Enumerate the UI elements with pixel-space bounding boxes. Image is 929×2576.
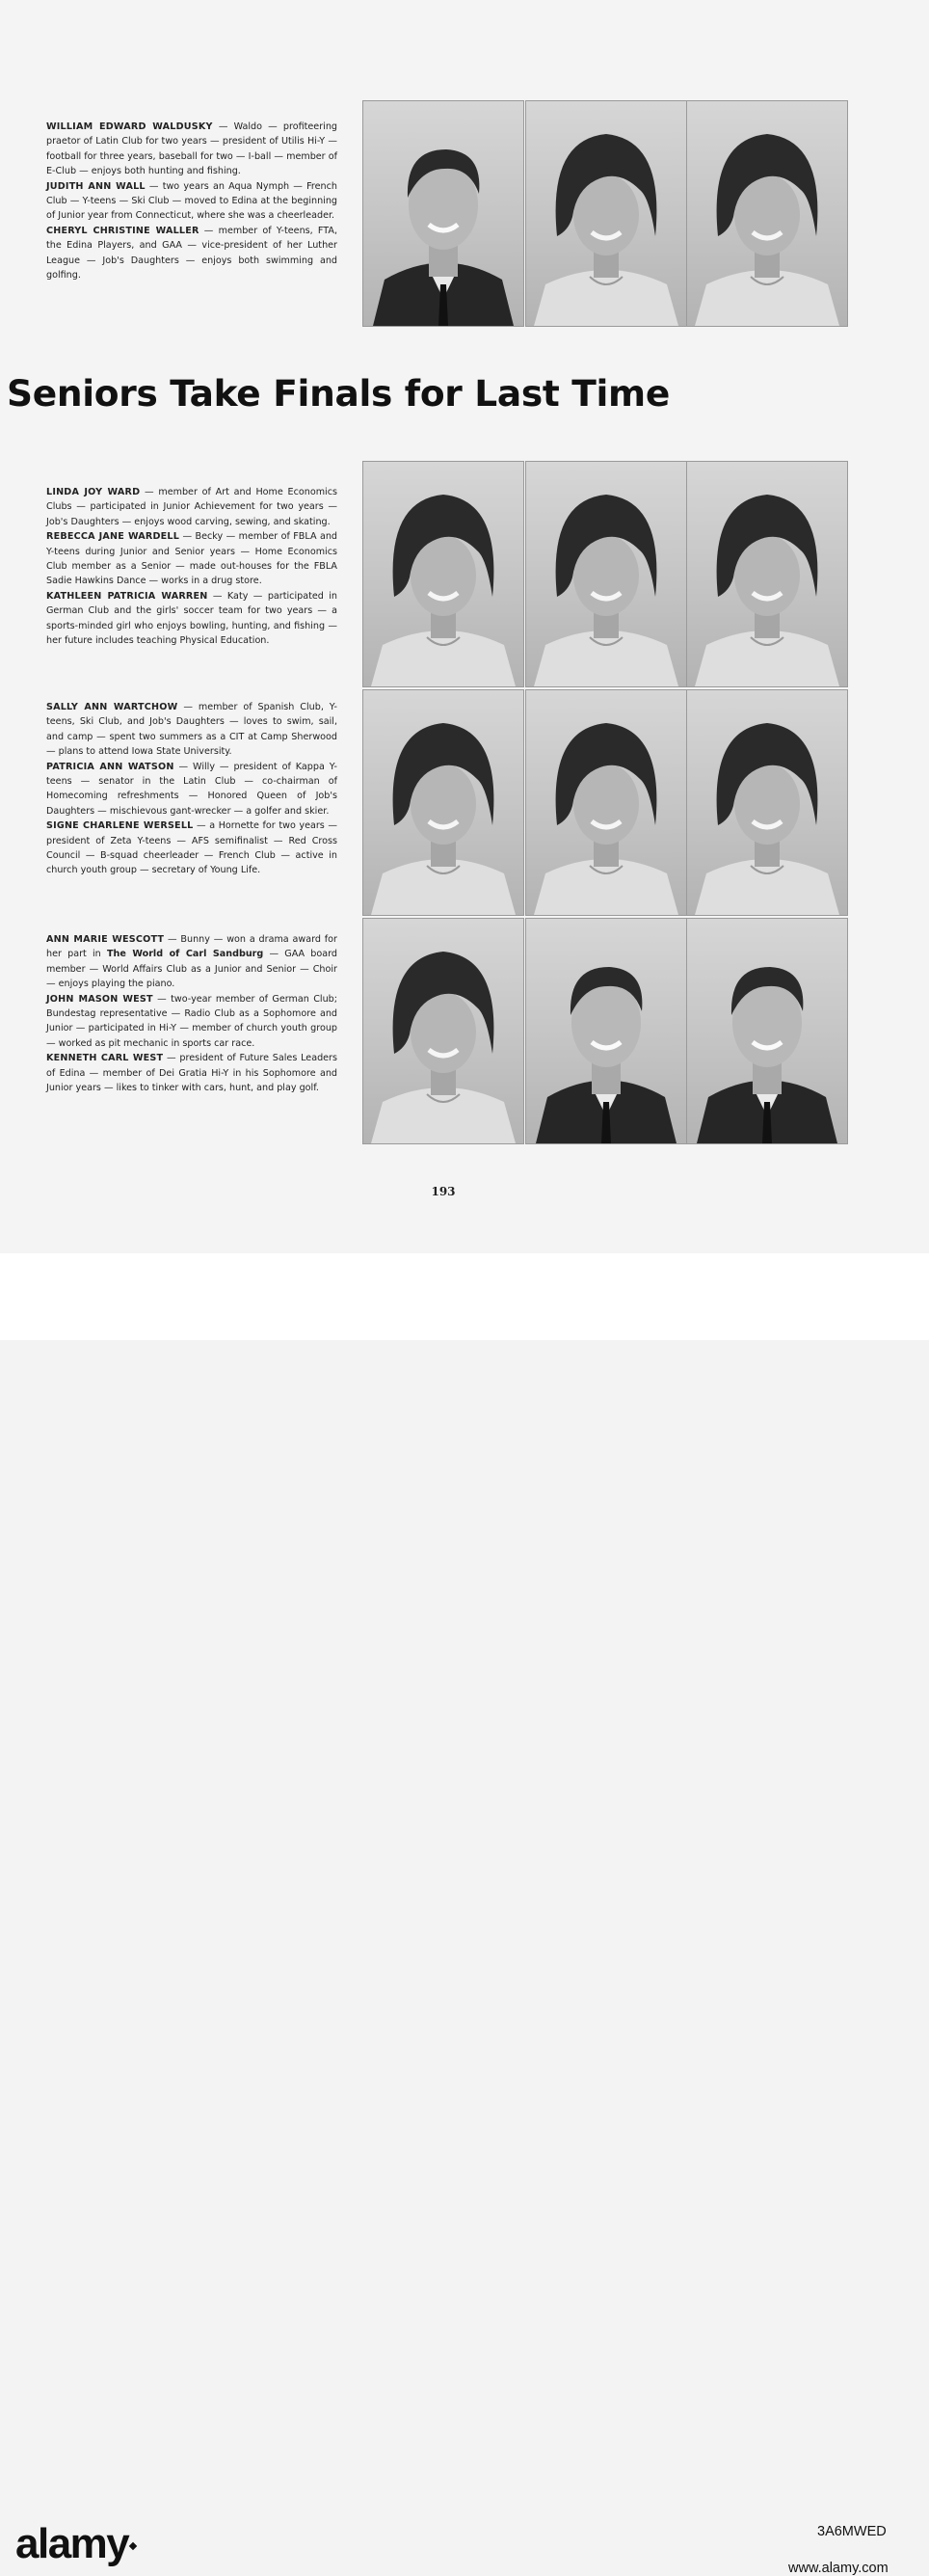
bio-group-4	[46, 932, 337, 1095]
bio-group-3	[46, 700, 337, 878]
photo-waldusky	[362, 100, 524, 327]
page-headline: Seniors Take Finals for Last Time	[7, 372, 670, 415]
bio-wartchow: SALLY ANN WARTCHOW — member of Spanish Club, Y-teens, Ski Club, and Job's Daughters — loves to swim, sail, and camp — spent two summers as a CIT at Camp Sherwood — plans to attend Iowa State University.	[46, 702, 337, 758]
play-title: The World of Carl Sandburg	[106, 949, 264, 960]
photo-ward	[362, 461, 524, 687]
bio-wersell: SIGNE CHARLENE WERSELL — a Hornette for two years — president of Zeta Y-teens — AFS semifinalist — Red Cross Council — B-squad cheerleader — French Club — active in church youth group — secretary of Young Life.	[46, 820, 337, 876]
photo-wartchow	[362, 689, 524, 916]
bio-group-2	[46, 485, 337, 648]
bio-wall: JUDITH ANN WALL — two years an Aqua Nymph — French Club — Y-teens — Ski Club — moved to Edina at the beginning of Junior year from Connecticut, where she was a cheerleader.	[46, 180, 337, 222]
bio-group-1	[46, 120, 337, 282]
bio-watson: PATRICIA ANN WATSON — Willy — president of Kappa Y-teens — senator in the Latin Club — co-chairman of Homecoming refreshments — Honored Queen of Job's Daughters — mischievous gant-wrecker — a golfer and skier.	[46, 761, 337, 817]
photo-warren	[686, 461, 848, 687]
bio-wardell: REBECCA JANE WARDELL — Becky — member of FBLA and Y-teens during Junior and Senior years — Home Economics Club member as a Senior — made out-houses for the FBLA Sadie Hawkins Dance — works in a drug store.	[46, 531, 337, 587]
photo-wescott	[362, 918, 524, 1144]
photo-wersell	[686, 689, 848, 916]
photo-wardell	[525, 461, 687, 687]
bio-john-west: JOHN MASON WEST — two-year member of German Club; Bundestag representative — Radio Club as a Sophomore and Junior — participated in Hi-Y — member of church youth group — worked as pit mechanic in sports car race.	[46, 993, 337, 1049]
photo-john-west	[525, 918, 687, 1144]
photo-kenneth-west	[686, 918, 848, 1144]
bio-warren: KATHLEEN PATRICIA WARREN — Katy — participated in German Club and the girls' soccer team for two years — a sports-minded girl who enjoys bowling, hunting, and fishing — her future includes teaching Physical Education.	[46, 590, 338, 647]
photo-waller	[686, 100, 848, 327]
image-id: 3A6MWED	[817, 2524, 887, 2539]
bio-ward: LINDA JOY WARD — member of Art and Home Economics Clubs — participated in Junior Achievement for two years — Job's Daughters — enjoys wood carving, sewing, and skating.	[46, 487, 337, 527]
bio-waldusky: WILLIAM EDWARD WALDUSKY — Waldo — profiteering praetor of Latin Club for two years — president of Utilis Hi-Y — football for three years, baseball for two — I-ball — member of E-Club — enjoys both hunting and fishing.	[46, 121, 337, 177]
bio-waller: CHERYL CHRISTINE WALLER — member of Y-teens, FTA, the Edina Players, and GAA — vice-president of her Luther League — Job's Daughters — enjoys both swimming and golfing.	[46, 225, 338, 282]
yearbook-page	[0, 0, 929, 1253]
alamy-logo-text: alamy	[15, 2520, 129, 2567]
photo-wall	[525, 100, 687, 327]
stock-photo-banner	[0, 1253, 929, 2576]
photo-watson	[525, 689, 687, 916]
bio-wescott: ANN MARIE WESCOTT — Bunny — won a drama award for her part in The World of Carl Sandburg — GAA board member — World Affairs Club as a Junior and Senior — Choir — enjoys playing the piano.	[46, 934, 338, 990]
bio-kenneth-west: KENNETH CARL WEST — president of Future Sales Leaders of Edina — member of Dei Gratia Hi-Y in his Sophomore and Junior years — likes to tinker with cars, hunt, and play golf.	[46, 1053, 338, 1094]
watermark-url: www.alamy.com	[788, 2561, 889, 2576]
page-number: 193	[431, 1185, 456, 1198]
alamy-logo	[15, 2520, 136, 2568]
